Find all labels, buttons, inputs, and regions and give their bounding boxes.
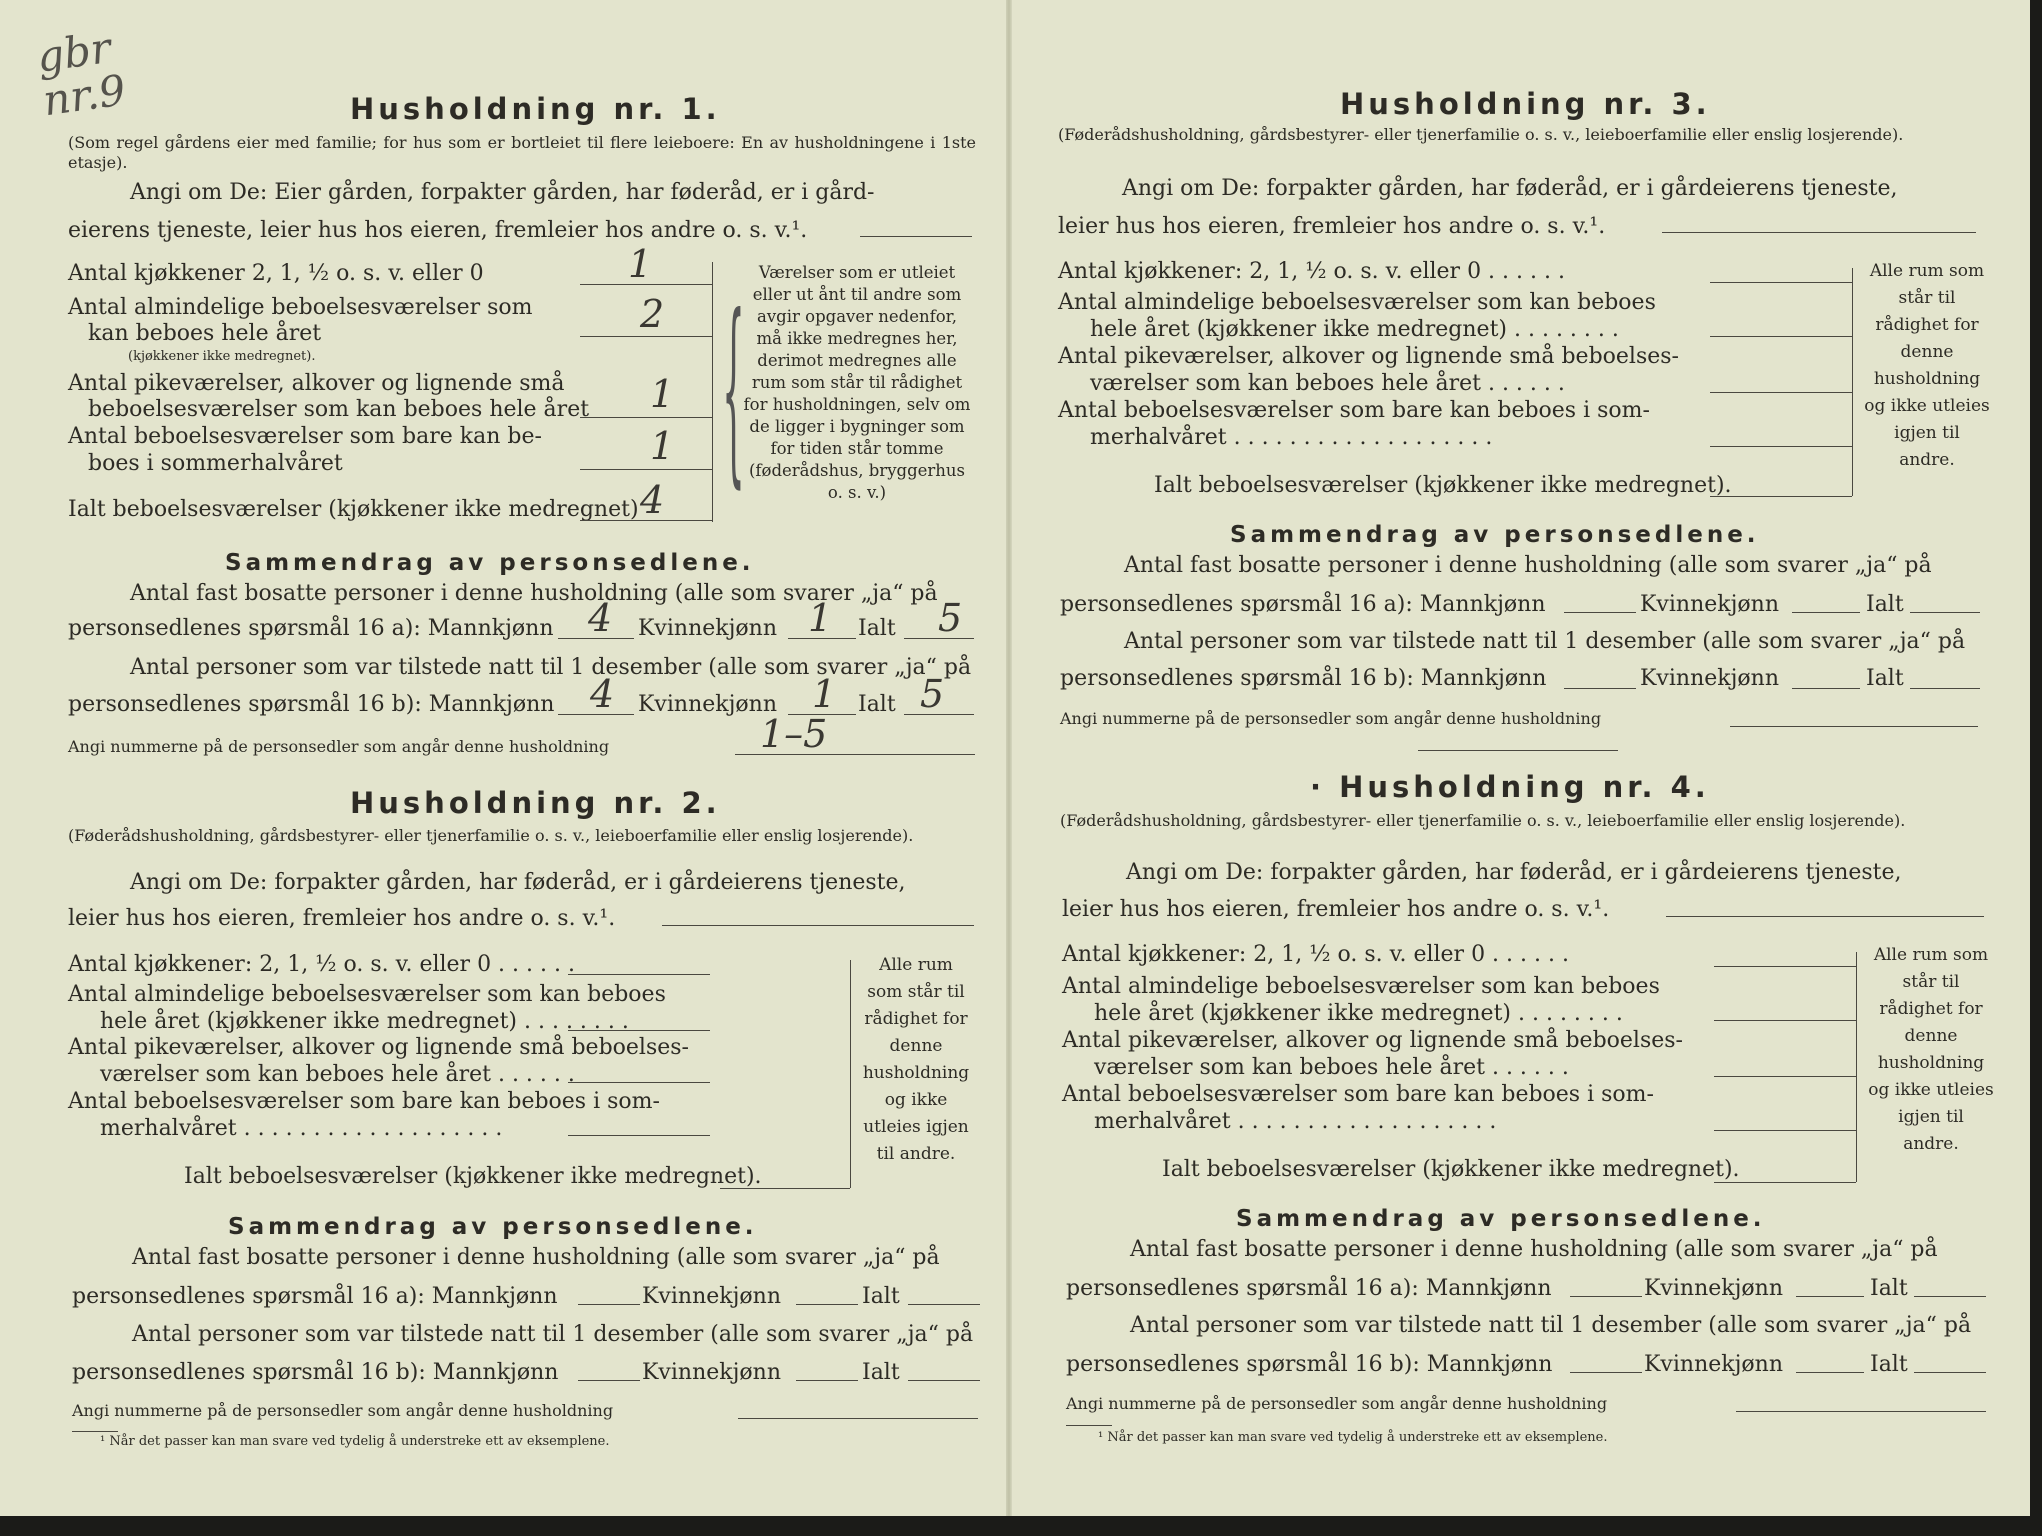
h2-footnote: ¹ Når det passer kan man svare ved tydelig å understreke ett av eksemplene. [100,1434,610,1449]
h2-sommer-1: Antal beboelsesværelser som bare kan beboes i som- [68,1089,660,1114]
h1-sommer-label-1: Antal beboelsesværelser som bare kan be- [68,424,542,449]
h1-16b-ialt: Ialt [858,692,896,717]
h2-pike-1: Antal pikeværelser, alkover og lignende små beboelses- [68,1035,689,1060]
h2-sammendrag: Sammendrag av personsedlene. [228,1214,758,1240]
h4-angi-line1: Angi om De: forpakter gården, har føderåd, er i gårdeierens tjeneste, [1126,860,1902,885]
h4-alm-2: hele året (kjøkkener ikke medregnet) . . . . . . . . [1094,1001,1623,1026]
h1-16a-i-value: 5 [938,596,963,640]
h1-16b-line2: personsedlenes spørsmål 16 b): Mannkjønn [68,692,555,717]
h1-16b-line1: Antal personer som var tilstede natt til 1 desember (alle som svarer „ja“ på [130,655,972,680]
left-page: gbr nr.9 Husholdning nr. 1. (Som regel gårdens eier med familie; for hus som er bortleiet til flere leieboere: En av husholdningene i 1ste etasje). Angi om De: Eier gården, forpakter gården, har føderåd, er i gård- eierens tjeneste, leier hus hos eieren, fremleier hos andre o. s. v.¹. Antal kjøkkener 2, 1, ½ o. s. v. eller 0 1 Antal almindelige beboelsesværelser som kan beboes hele året (kjøkkener ikke medregnet). 2 Antal pikeværelser, alkover og lignende små beboelsesværelser som kan beboes hele året 1 Antal beboelsesværelser som bare kan be- boes i sommerhalvåret 1 Ialt beboelsesværelser (kjøkkener ikke medregnet) 4 { Værelser som er utleiet eller ut ånt til andre som avgir opgaver nedenfor, må ikke medregnes her, derimot medregnes alle rum som står til rådighet for husholdningen, selv om de ligger i bygninger som for tiden står tomme (føderådshus, bryggerhus o. s. v.) Sammendrag av personsedlene. Antal fast bosatte personer i denne husholdning (alle som svarer „ja“ på personsedlenes spørsmål 16 a): Mannkjønn 4 Kvinnekjønn 1 Ialt 5 Antal personer som var tilstede natt til 1 desember (alle som svarer „ja“ på personsedlenes spørsmål 16 b): Mannkjønn 4 Kvinnekjønn 1 Ialt 5 Angi nummerne på de personsedler som angår denne husholdning 1–5 Husholdning nr. 2. (Føderådshusholdning, gårdsbestyrer- eller tjenerfamilie o. s. v., leieboerfamilie eller enslig losjerende). Angi om De: forpakter gården, har føderåd, er i gårdeierens tjeneste, leier hus hos eieren, fremleier hos andre o. s. v.¹. Antal kjøkkener: 2, 1, ½ o. s. v. eller 0 . . . . . . Antal almindelige beboelsesværelser som kan beboes hele året (kjøkkener ikke medregnet) . . . . . . . . Antal pikeværelser, alkover og lignende små beboelses- værelser som kan beboes hele året . . . . . . Antal beboelsesværelser som bare kan beboes i som- merhalvåret . . . . . . . . . . . . . . . . . . . Ialt beboelsesværelser (kjøkkener ikke medregnet). Alle rum som står til rådighet for denne husholdning og ikke utleies igjen til andre. Sammendrag av personsedlene. Antal fast bosatte personer i denne husholdning (alle som svarer „ja“ på personsedlenes spørsmål 16 a): Mannkjønn Kvinnekjønn Ialt Antal personer som var tilstede natt til 1 desember (alle som svarer „ja“ på personsedlenes spørsmål 16 b): Mannkjønn Kvinnekjønn Ialt Angi nummerne på de personsedler som angår denne husholdning ¹ Når det passer kan man svare ved tydelig å understreke ett av eksemplene. [0,0,1010,1516]
h4-16b-line1: Antal personer som var tilstede natt til 1 desember (alle som svarer „ja“ på [1130,1313,1972,1338]
h1-16b-m-value: 4 [590,672,615,716]
h4-pike-2: værelser som kan beboes hele året . . . . . . [1094,1055,1569,1080]
h1-ialt-label: Ialt beboelsesværelser (kjøkkener ikke medregnet) [68,497,639,522]
h3-subtitle: (Føderådshusholdning, gårdsbestyrer- eller tjenerfamilie o. s. v., leieboerfamilie eller enslig losjerende). [1058,125,1904,144]
h3-sommer-2: merhalvåret . . . . . . . . . . . . . . . . . . . [1090,425,1493,450]
h2-subtitle: (Føderådshusholdning, gårdsbestyrer- eller tjenerfamilie o. s. v., leieboerfamilie eller enslig losjerende). [68,826,914,845]
h4-16b-ialt: Ialt [1870,1352,1908,1377]
h4-nummer: Angi nummerne på de personsedler som angår denne husholdning [1066,1394,1608,1413]
h2-title: Husholdning nr. 2. [350,786,721,820]
h2-alm-2: hele året (kjøkkener ikke medregnet) . . . . . . . . [100,1009,629,1034]
h3-note: Alle rum som står til rådighet for denne husholdning og ikke utleies igjen til andre. [1864,261,1990,470]
h3-kjokkener: Antal kjøkkener: 2, 1, ½ o. s. v. eller 0 . . . . . . [1058,259,1565,284]
h1-16a-k-value: 1 [808,596,833,640]
h1-angi-line2: eierens tjeneste, leier hus hos eieren, fremleier hos andre o. s. v.¹. [68,218,808,243]
h3-16b-ialt: Ialt [1866,666,1904,691]
h1-nummer: Angi nummerne på de personsedler som angår denne husholdning [68,737,610,756]
h2-note: Alle rum som står til rådighet for denne husholdning og ikke utleies igjen til andre. [862,955,970,1164]
h3-angi-line2: leier hus hos eieren, fremleier hos andre o. s. v.¹. [1058,214,1606,239]
h1-kjokkener-value: 1 [628,242,653,286]
h4-16b-kvinne: Kvinnekjønn [1644,1352,1783,1377]
h1-angi-line1: Angi om De: Eier gården, forpakter gården, har føderåd, er i gård- [130,180,875,205]
h3-pike-2: værelser som kan beboes hele året . . . . . . [1090,371,1565,396]
h2-angi-line2: leier hus hos eieren, fremleier hos andre o. s. v.¹. [68,906,616,931]
h3-angi-line1: Angi om De: forpakter gården, har føderåd, er i gårdeierens tjeneste, [1122,176,1898,201]
h1-16a-ialt: Ialt [858,616,896,641]
h2-16a-line1: Antal fast bosatte personer i denne husholdning (alle som svarer „ja“ på [132,1245,940,1270]
h1-alm-label-3: (kjøkkener ikke medregnet). [128,349,316,364]
h4-16b-line2: personsedlenes spørsmål 16 b): Mannkjønn [1066,1352,1553,1377]
h3-title: Husholdning nr. 3. [1340,87,1711,121]
h3-16a-kvinne: Kvinnekjønn [1640,592,1779,617]
h4-note: Alle rum som står til rådighet for denne husholdning og ikke utleies igjen til andre. [1868,945,1994,1154]
h4-sammendrag: Sammendrag av personsedlene. [1236,1206,1766,1232]
h1-ialt-value: 4 [640,478,665,522]
h2-nummer: Angi nummerne på de personsedler som angår denne husholdning [72,1401,614,1420]
h1-16b-i-value: 5 [920,672,945,716]
h3-16a-line1: Antal fast bosatte personer i denne husholdning (alle som svarer „ja“ på [1124,553,1932,578]
h4-sommer-1: Antal beboelsesværelser som bare kan beboes i som- [1062,1082,1654,1107]
h2-alm-1: Antal almindelige beboelsesværelser som kan beboes [68,982,666,1007]
h1-16b-k-value: 1 [812,672,837,716]
h2-16a-ialt: Ialt [862,1284,900,1309]
h3-16a-line2: personsedlenes spørsmål 16 a): Mannkjønn [1060,592,1546,617]
h1-sommer-label-2: boes i sommerhalvåret [88,451,343,476]
h3-16b-kvinne: Kvinnekjønn [1640,666,1779,691]
h4-alm-1: Antal almindelige beboelsesværelser som kan beboes [1062,974,1660,999]
h3-ialt: Ialt beboelsesværelser (kjøkkener ikke medregnet). [1154,473,1732,498]
h1-16a-m-value: 4 [588,596,613,640]
h3-sommer-1: Antal beboelsesværelser som bare kan beboes i som- [1058,398,1650,423]
h1-nummer-value: 1–5 [760,712,828,756]
h2-16b-line2: personsedlenes spørsmål 16 b): Mannkjønn [72,1360,559,1385]
h4-16a-ialt: Ialt [1870,1276,1908,1301]
h2-angi-line1: Angi om De: forpakter gården, har føderåd, er i gårdeierens tjeneste, [130,870,906,895]
h3-16a-ialt: Ialt [1866,592,1904,617]
right-page [1010,0,2030,1516]
h4-kjokkener: Antal kjøkkener: 2, 1, ½ o. s. v. eller 0 . . . . . . [1062,942,1569,967]
corner-handwriting: gbr nr.9 [33,22,129,126]
h2-16a-kvinne: Kvinnekjønn [642,1284,781,1309]
h3-16b-line1: Antal personer som var tilstede natt til 1 desember (alle som svarer „ja“ på [1124,629,1966,654]
h1-pike-label-1: Antal pikeværelser, alkover og lignende små [68,371,565,396]
h4-16a-kvinne: Kvinnekjønn [1644,1276,1783,1301]
h4-subtitle: (Føderådshusholdning, gårdsbestyrer- eller tjenerfamilie o. s. v., leieboerfamilie eller enslig losjerende). [1060,811,1906,830]
h2-ialt: Ialt beboelsesværelser (kjøkkener ikke medregnet). [184,1164,762,1189]
h1-16a-kvinne: Kvinnekjønn [638,616,777,641]
h4-16a-line1: Antal fast bosatte personer i denne husholdning (alle som svarer „ja“ på [1130,1237,1938,1262]
h3-alm-2: hele året (kjøkkener ikke medregnet) . . . . . . . . [1090,317,1619,342]
h1-note: Værelser som er utleiet eller ut ånt til andre som avgir opgaver nedenfor, må ikke medregnes her, derimot medregnes alle rum som står til rådighet for husholdningen, selv om de ligger i bygninger som for tiden står tomme (føderådshus, bryggerhus o. s. v.) [743,263,971,502]
h3-nummer: Angi nummerne på de personsedler som angår denne husholdning [1060,709,1602,728]
h4-angi-line2: leier hus hos eieren, fremleier hos andre o. s. v.¹. [1062,897,1610,922]
h1-subtitle: (Som regel gårdens eier med familie; for hus som er bortleiet til flere leieboere: En av husholdningene i 1ste etasje). [68,133,976,172]
h2-16a-line2: personsedlenes spørsmål 16 a): Mannkjønn [72,1284,558,1309]
h2-16b-line1: Antal personer som var tilstede natt til 1 desember (alle som svarer „ja“ på [132,1322,974,1347]
h4-footnote: ¹ Når det passer kan man svare ved tydelig å understreke ett av eksemplene. [1098,1430,1608,1445]
h4-pike-1: Antal pikeværelser, alkover og lignende små beboelses- [1062,1028,1683,1053]
h2-16b-ialt: Ialt [862,1360,900,1385]
h1-alm-label-2: kan beboes hele året [88,321,322,346]
h4-ialt: Ialt beboelsesværelser (kjøkkener ikke medregnet). [1162,1157,1740,1182]
h3-alm-1: Antal almindelige beboelsesværelser som kan beboes [1058,290,1656,315]
h1-sommer-value: 1 [650,424,675,468]
h3-16b-line2: personsedlenes spørsmål 16 b): Mannkjønn [1060,666,1547,691]
h1-16b-kvinne: Kvinnekjønn [638,692,777,717]
h1-pike-label-2: beboelsesværelser som kan beboes hele året [88,397,590,422]
h3-pike-1: Antal pikeværelser, alkover og lignende små beboelses- [1058,344,1679,369]
h1-alm-value: 2 [640,292,665,336]
h1-kjokkener-label: Antal kjøkkener 2, 1, ½ o. s. v. eller 0 [68,261,484,286]
h3-sammendrag: Sammendrag av personsedlene. [1230,522,1760,548]
h4-sommer-2: merhalvåret . . . . . . . . . . . . . . . . . . . [1094,1109,1497,1134]
h2-sommer-2: merhalvåret . . . . . . . . . . . . . . . . . . . [100,1116,503,1141]
h1-title: Husholdning nr. 1. [350,92,721,126]
h1-16a-line2: personsedlenes spørsmål 16 a): Mannkjønn [68,616,554,641]
h4-title: · Husholdning nr. 4. [1310,770,1710,804]
h2-kjokkener: Antal kjøkkener: 2, 1, ½ o. s. v. eller 0 . . . . . . [68,952,575,977]
h4-16a-line2: personsedlenes spørsmål 16 a): Mannkjønn [1066,1276,1552,1301]
h1-pike-value: 1 [650,372,675,416]
h1-16a-line1: Antal fast bosatte personer i denne husholdning (alle som svarer „ja“ på [130,581,938,606]
h2-16b-kvinne: Kvinnekjønn [642,1360,781,1385]
h1-alm-label-1: Antal almindelige beboelsesværelser som [68,295,533,320]
h2-pike-2: værelser som kan beboes hele året . . . . . . [100,1062,575,1087]
h1-sammendrag: Sammendrag av personsedlene. [225,550,755,576]
